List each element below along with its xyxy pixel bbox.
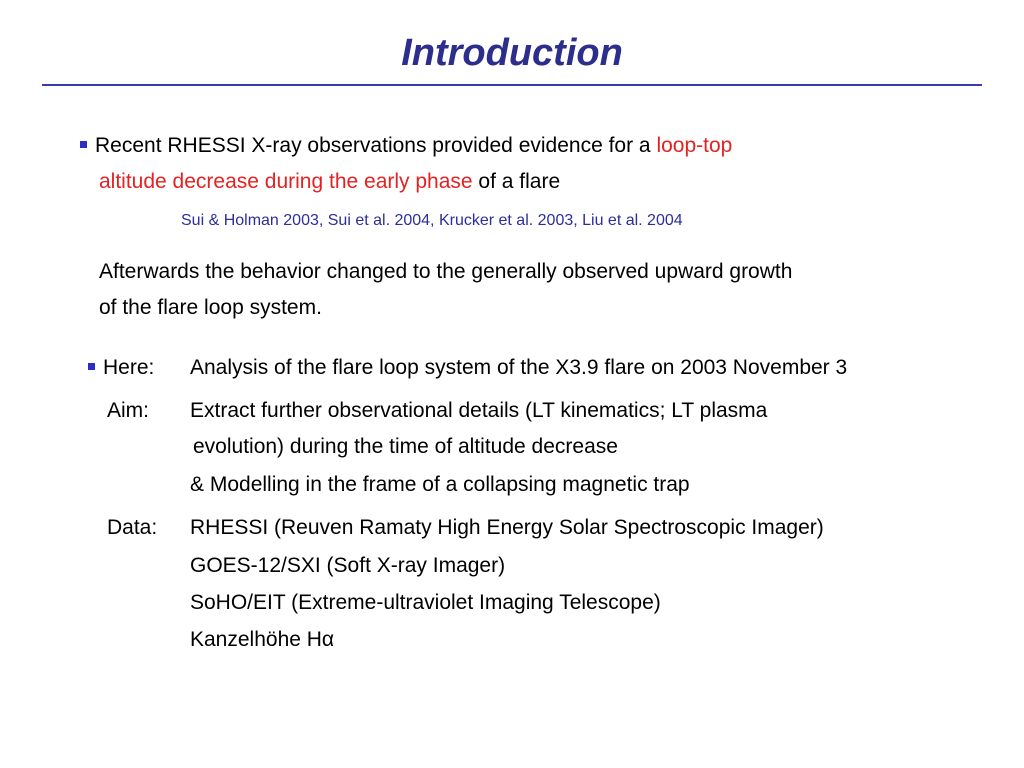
data-label: Data: (107, 516, 158, 539)
title-divider (42, 84, 982, 86)
afterwards-line1: Afterwards the behavior changed to the generally observed upward growth (99, 260, 793, 283)
point1-line2 (99, 170, 560, 194)
here-text: Analysis of the flare loop system of the X3.9 flare on 2003 November 3 (190, 356, 848, 379)
point1-line1-text: Recent RHESSI X-ray observations provided evidence for a (95, 134, 657, 157)
data-item: GOES-12/SXI (Soft X-ray Imager) (190, 554, 506, 577)
aim-line2: evolution) during the time of altitude decrease (193, 435, 618, 458)
references: Sui & Holman 2003, Sui et al. 2004, Krucker et al. 2003, Liu et al. 2004 (181, 212, 683, 229)
point1-highlight-1: loop-top (656, 134, 733, 157)
aim-line1: Extract further observational details (LT kinematics; LT plasma (190, 399, 768, 422)
square-bullet-icon (88, 363, 95, 370)
point1-line1 (80, 134, 732, 158)
here-label: Here: (103, 356, 155, 379)
afterwards-line2: of the flare loop system. (99, 296, 322, 319)
aim-line3: & Modelling in the frame of a collapsing magnetic trap (190, 473, 690, 496)
data-item: Kanzelhöhe Hα (190, 628, 335, 651)
square-bullet-icon (80, 141, 87, 148)
aim-label: Aim: (107, 399, 149, 422)
data-item: SoHO/EIT (Extreme-ultraviolet Imaging Telescope) (190, 591, 661, 614)
point1-highlight-2: altitude decrease during the early phase (99, 170, 473, 193)
slide-title: Introduction (401, 32, 623, 74)
point1-line2-text: of a flare (472, 170, 561, 193)
here-line (88, 356, 154, 380)
data-item: RHESSI (Reuven Ramaty High Energy Solar Spectroscopic Imager) (190, 516, 824, 539)
